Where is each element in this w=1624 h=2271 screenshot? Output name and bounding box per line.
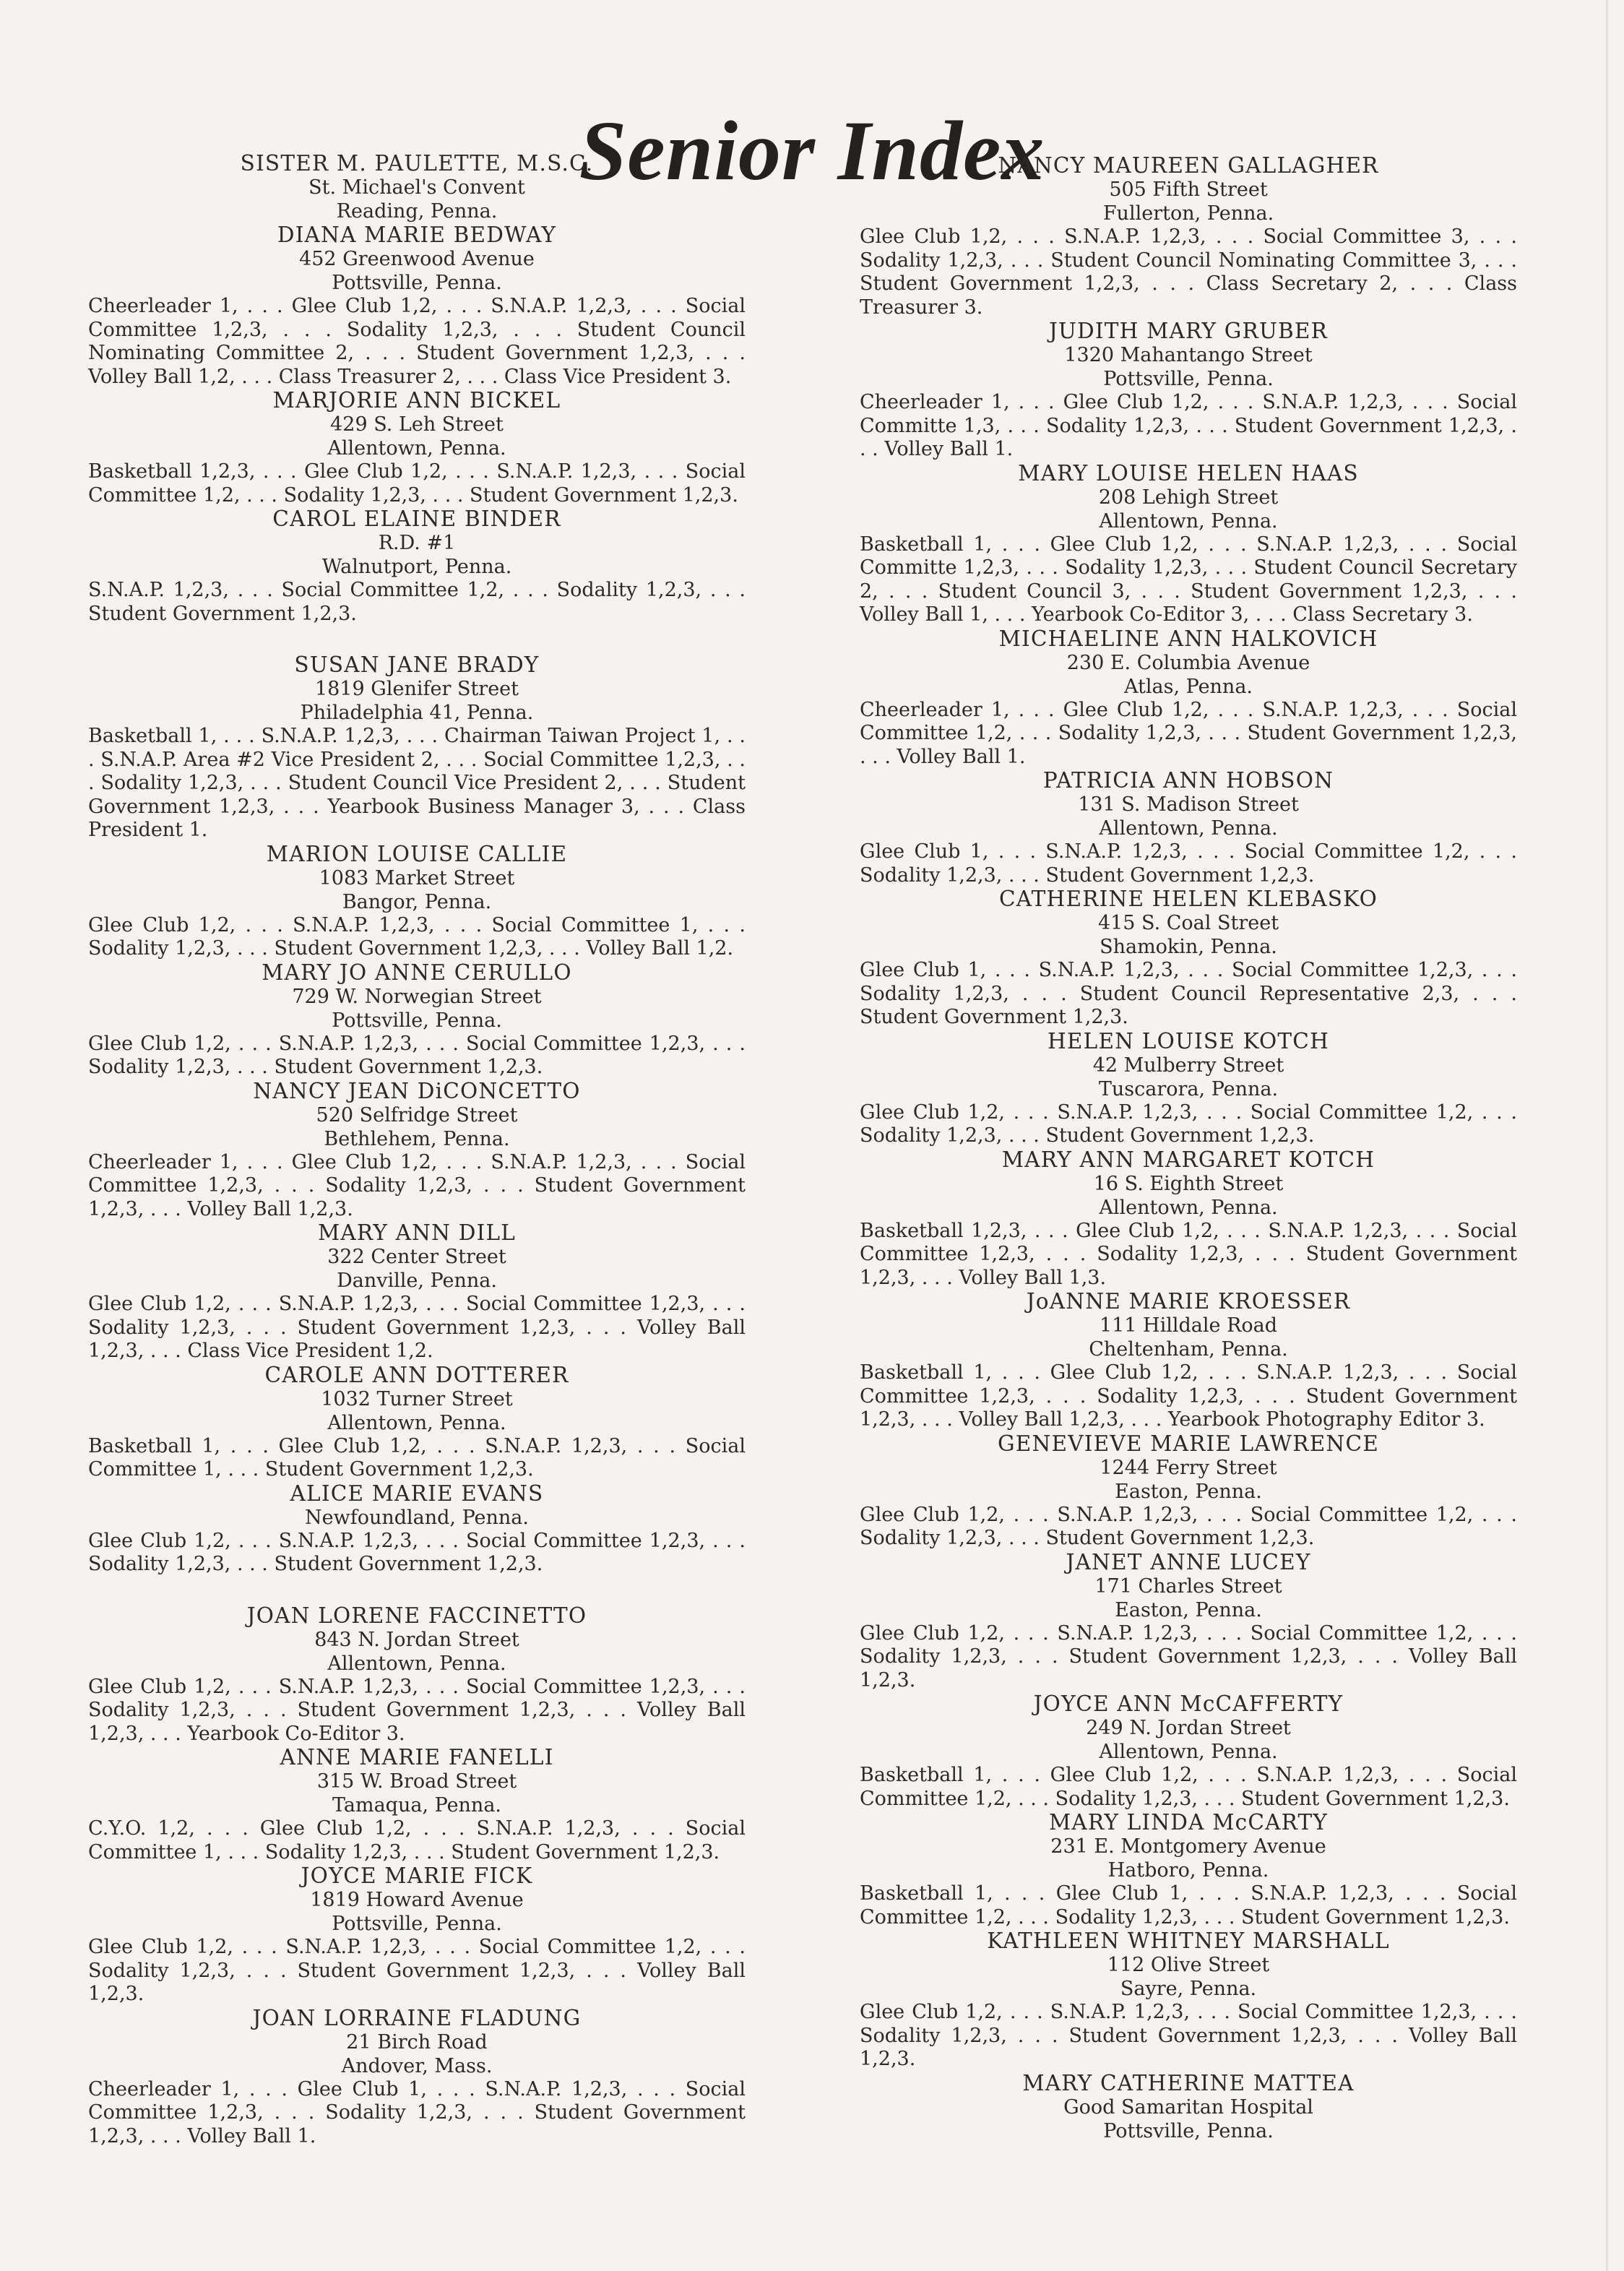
- senior-address-line: 249 N. Jordan Street: [1086, 1717, 1291, 1739]
- senior-address-line: 1819 Glenifer Street: [314, 678, 519, 700]
- senior-name: MARY CATHERINE MATTEA: [1022, 2070, 1355, 2095]
- senior-name: JOAN LORRAINE FLADUNG: [252, 2005, 582, 2030]
- senior-address-line: Allentown, Penna.: [1099, 1741, 1278, 1763]
- senior-activities: Glee Club 1,2, . . . S.N.A.P. 1,2,3, . . . Social Committee 1,2,3, . . . Sodality 1,2,3, . . . Student Government 1,2,3, . . . Volley Ball 1,2,3.: [860, 2001, 1517, 2070]
- senior-address-line: Tamaqua, Penna.: [332, 1794, 502, 1817]
- senior-entry: [860, 1692, 1517, 1811]
- senior-name: MARJORIE ANN BICKEL: [272, 388, 561, 413]
- senior-activities: Basketball 1, . . . Glee Club 1,2, . . . S.N.A.P. 1,2,3, . . . Social Committee 1, . . . Student Government 1,2,3.: [88, 1434, 746, 1481]
- senior-entry: [860, 1030, 1517, 1148]
- senior-address-line: Allentown, Penna.: [327, 1652, 506, 1675]
- senior-entry: [88, 1080, 746, 1222]
- senior-name: MICHAELINE ANN HALKOVICH: [998, 626, 1378, 651]
- senior-address-line: Allentown, Penna.: [327, 1411, 506, 1434]
- senior-activities: Basketball 1,2,3, . . . Glee Club 1,2, . . . S.N.A.P. 1,2,3, . . . Social Committee 1,2,3, . . . Sodality 1,2,3, . . . Student Government 1,2,3, . . . Volley Ball 1,3.: [860, 1219, 1517, 1289]
- senior-name: MARY JO ANNE CERULLO: [262, 960, 572, 985]
- page-edge: [1606, 0, 1608, 2271]
- senior-address-line: 1819 Howard Avenue: [310, 1889, 524, 1911]
- senior-entry: [88, 507, 746, 626]
- senior-address-line: Andover, Mass.: [341, 2054, 493, 2077]
- senior-entry: [88, 152, 746, 223]
- senior-address-line: Easton, Penna.: [1115, 1598, 1262, 1621]
- senior-name: JOAN LORENE FACCINETTO: [246, 1603, 587, 1628]
- senior-address-line: Allentown, Penna.: [1099, 509, 1278, 533]
- senior-activities: Glee Club 1,2, . . . S.N.A.P. 1,2,3, . . . Social Committee 1,2,3, . . . Sodality 1,2,3, . . . Student Government 1,2,3.: [88, 1529, 746, 1575]
- senior-activities: Glee Club 1,2, . . . S.N.A.P. 1,2,3, . . . Social Committee 1,2, . . . Sodality 1,2,3, . . . Student Government 1,2,3.: [860, 1100, 1517, 1147]
- senior-entry: [88, 1604, 746, 1746]
- senior-address-line: 208 Lehigh Street: [1098, 486, 1279, 509]
- senior-activities: Basketball 1, . . . Glee Club 1,2, . . . S.N.A.P. 1,2,3, . . . Social Committee 1,2, . . . Sodality 1,2,3, . . . Student Government 1,2,3.: [860, 1764, 1517, 1810]
- senior-name: JOYCE MARIE FICK: [301, 1863, 533, 1888]
- senior-entry: [88, 961, 746, 1080]
- senior-address-line: Cheltenham, Penna.: [1089, 1338, 1288, 1361]
- senior-entry: [88, 843, 746, 961]
- senior-entry: [88, 1746, 746, 1864]
- senior-address-line: 505 Fifth Street: [1109, 178, 1268, 201]
- senior-activities: Basketball 1, . . . Glee Club 1,2, . . . S.N.A.P. 1,2,3, . . . Social Committee 1,2,3, . . . Sodality 1,2,3, . . . Student Government 1,2,3, . . . Volley Ball 1,2,3, . . . Yearbook Photography Editor 3.: [860, 1361, 1517, 1431]
- senior-entry: [860, 1432, 1517, 1551]
- senior-name: DIANA MARIE BEDWAY: [277, 223, 557, 247]
- senior-address-line: 1032 Turner Street: [321, 1387, 513, 1410]
- senior-address-line: Fullerton, Penna.: [1102, 202, 1274, 225]
- senior-address-line: R.D. #1: [378, 532, 456, 554]
- senior-address-line: 729 W. Norwegian Street: [292, 985, 542, 1008]
- senior-address-line: 131 S. Madison Street: [1078, 793, 1299, 816]
- senior-address-line: 16 S. Eighth Street: [1093, 1172, 1284, 1195]
- senior-address-line: Pottsville, Penna.: [1103, 368, 1274, 390]
- senior-address-line: 843 N. Jordan Street: [314, 1628, 519, 1651]
- senior-address-line: 1244 Ferry Street: [1100, 1456, 1277, 1479]
- senior-entry: [860, 2072, 1517, 2143]
- senior-entry: [860, 1551, 1517, 1693]
- senior-name: MARY ANN DILL: [317, 1220, 517, 1245]
- senior-entry: [88, 1363, 746, 1482]
- senior-entry: [860, 769, 1517, 887]
- senior-activities: Cheerleader 1, . . . Glee Club 1,2, . . . S.N.A.P. 1,2,3, . . . Social Committee 1,2,3, . . . Sodality 1,2,3, . . . Student Government 1,2,3, . . . Volley Ball 1,2,3.: [88, 1150, 746, 1220]
- senior-address-line: Good Samaritan Hospital: [1063, 2095, 1313, 2119]
- senior-activities: Basketball 1, . . . Glee Club 1,2, . . . S.N.A.P. 1,2,3, . . . Social Committe 1,2,3, . . . Sodality 1,2,3, . . . Student Council Secretary 2, . . . Student Council 3, . . . Student Government 1,2,3, . . . Volley Ball 1, . . . Yearbook Co-Editor 3, . . . Class Secretary 3.: [860, 533, 1517, 626]
- senior-entry: [860, 319, 1517, 462]
- senior-address-line: 230 E. Columbia Avenue: [1066, 651, 1310, 674]
- senior-address-line: 112 Olive Street: [1107, 1954, 1270, 1976]
- senior-activities: Glee Club 1,2, . . . S.N.A.P. 1,2,3, . . . Social Committee 1,2, . . . Sodality 1,2,3, . . . Student Government 1,2,3, . . . Volley Ball 1,2,3.: [860, 1621, 1517, 1692]
- senior-address-line: Pottsville, Penna.: [332, 1009, 502, 1032]
- senior-activities: Glee Club 1,2, . . . S.N.A.P. 1,2,3, . . . Social Committee 1,2,3, . . . Sodality 1,2,3, . . . Student Government 1,2,3.: [88, 1032, 746, 1078]
- senior-entry: [88, 1864, 746, 2007]
- senior-address-line: Bethlehem, Penna.: [324, 1127, 510, 1150]
- senior-name: MARY LINDA McCARTY: [1048, 1810, 1329, 1835]
- senior-address-line: Danville, Penna.: [337, 1270, 497, 1292]
- senior-address-line: 1083 Market Street: [319, 866, 515, 889]
- senior-address-line: Philadelphia 41, Penna.: [300, 702, 534, 724]
- senior-address-line: 322 Center Street: [327, 1246, 506, 1268]
- senior-address-line: Pottsville, Penna.: [332, 1913, 502, 1935]
- senior-address-line: Sayre, Penna.: [1120, 1978, 1257, 2000]
- senior-activities: Cheerleader 1, . . . Glee Club 1,2, . . . S.N.A.P. 1,2,3, . . . Social Committee 1,2,3, . . . Sodality 1,2,3, . . . Student Council Nominating Committee 2, . . . Student Government 1,2,3, . . . Volley Ball 1,2, . . . Class Treasurer 2, . . . Class Vice President 3.: [88, 295, 746, 388]
- senior-entry: [88, 653, 746, 843]
- senior-name: GENEVIEVE MARIE LAWRENCE: [998, 1431, 1379, 1456]
- senior-name: NANCY JEAN DiCONCETTO: [253, 1078, 581, 1103]
- senior-address-line: 429 S. Leh Street: [330, 413, 504, 436]
- senior-entry: [860, 1811, 1517, 1929]
- senior-activities: C.Y.O. 1,2, . . . Glee Club 1,2, . . . S.N.A.P. 1,2,3, . . . Social Committee 1, . . . Sodality 1,2,3, . . . Student Government 1,2,3.: [88, 1817, 746, 1863]
- senior-activities: Glee Club 1, . . . S.N.A.P. 1,2,3, . . . Social Committee 1,2, . . . Sodality 1,2,3, . . . Student Government 1,2,3.: [860, 840, 1517, 887]
- senior-address-line: 415 S. Coal Street: [1097, 912, 1279, 934]
- senior-name: CAROL ELAINE BINDER: [272, 507, 561, 531]
- senior-activities: Glee Club 1,2, . . . S.N.A.P. 1,2,3, . . . Social Committee 1,2,3, . . . Sodality 1,2,3, . . . Student Government 1,2,3, . . . Volley Ball 1,2,3, . . . Yearbook Co-Editor 3.: [88, 1675, 746, 1745]
- senior-name: ALICE MARIE EVANS: [290, 1481, 544, 1506]
- senior-activities: Cheerleader 1, . . . Glee Club 1,2, . . . S.N.A.P. 1,2,3, . . . Social Committee 1,2, . . . Sodality 1,2,3, . . . Student Government 1,2,3, . . . Volley Ball 1.: [860, 698, 1517, 768]
- senior-activities: Glee Club 1, . . . S.N.A.P. 1,2,3, . . . Social Committee 1,2,3, . . . Sodality 1,2,3, . . . Student Council Representative 2,3, . . . Student Government 1,2,3.: [860, 959, 1517, 1028]
- senior-address-line: 1320 Mahantango Street: [1064, 344, 1313, 366]
- senior-entry: [860, 462, 1517, 627]
- senior-activities: Glee Club 1,2, . . . S.N.A.P. 1,2,3, . . . Social Committee 3, . . . Sodality 1,2,3, . . . Student Council Nominating Committee 3, . . . Student Government 1,2,3, . . . Class Secretary 2, . . . Class Treasurer 3.: [860, 225, 1517, 319]
- senior-name: JoANNE MARIE KROESSER: [1026, 1289, 1351, 1314]
- senior-address-line: Newfoundland, Penna.: [305, 1506, 529, 1529]
- senior-address-line: 520 Selfridge Street: [316, 1103, 518, 1126]
- senior-address-line: 111 Hilldale Road: [1099, 1314, 1278, 1337]
- senior-activities: Glee Club 1,2, . . . S.N.A.P. 1,2,3, . . . Social Committee 1,2, . . . Sodality 1,2,3, . . . Student Government 1,2,3.: [860, 1503, 1517, 1549]
- senior-name: MARY LOUISE HELEN HAAS: [1018, 460, 1359, 486]
- senior-address-line: Pottsville, Penna.: [332, 272, 502, 294]
- senior-name: PATRICIA ANN HOBSON: [1042, 768, 1334, 793]
- senior-entry: [88, 389, 746, 507]
- senior-address-line: Easton, Penna.: [1115, 1480, 1262, 1503]
- senior-name: MARION LOUISE CALLIE: [266, 841, 568, 866]
- senior-activities: Glee Club 1,2, . . . S.N.A.P. 1,2,3, . . . Social Committee 1,2, . . . Sodality 1,2,3, . . . Student Government 1,2,3, . . . Volley Ball 1,2,3.: [88, 1936, 746, 2005]
- senior-name: NANCY MAUREEN GALLAGHER: [998, 153, 1379, 178]
- senior-entry: [860, 627, 1517, 770]
- senior-entry: [860, 1148, 1517, 1290]
- senior-name: JUDITH MARY GRUBER: [1048, 319, 1329, 343]
- senior-address-line: Atlas, Penna.: [1123, 675, 1253, 698]
- senior-activities: Basketball 1, . . . Glee Club 1, . . . S.N.A.P. 1,2,3, . . . Social Committee 1,2, . . . Sodality 1,2,3, . . . Student Government 1,2,3.: [860, 1882, 1517, 1929]
- senior-entry: [860, 154, 1517, 319]
- senior-address-line: 171 Charles Street: [1094, 1574, 1282, 1598]
- senior-entry: [88, 1482, 746, 1577]
- senior-activities: Cheerleader 1, . . . Glee Club 1, . . . S.N.A.P. 1,2,3, . . . Social Committee 1,2,3, . . . Sodality 1,2,3, . . . Student Government 1,2,3, . . . Volley Ball 1.: [88, 2077, 746, 2147]
- senior-activities: Basketball 1, . . . S.N.A.P. 1,2,3, . . . Chairman Taiwan Project 1, . . . S.N.A.P. Area #2 Vice President 2, . . . Social Committee 1,2,3, . . . Sodality 1,2,3, . . . Student Council Vice President 2, . . . Student Government 1,2,3, . . . Yearbook Business Manager 3, . . . Class President 1.: [88, 725, 746, 841]
- senior-entry: [88, 1221, 746, 1363]
- senior-name: JOYCE ANN McCAFFERTY: [1033, 1692, 1344, 1716]
- senior-address-line: Allentown, Penna.: [1099, 1196, 1278, 1219]
- senior-activities: S.N.A.P. 1,2,3, . . . Social Committee 1,2, . . . Sodality 1,2,3, . . . Student Government 1,2,3.: [88, 579, 746, 625]
- senior-address-line: 315 W. Broad Street: [316, 1770, 517, 1793]
- senior-name: ANNE MARIE FANELLI: [280, 1745, 554, 1770]
- senior-entry: [860, 887, 1517, 1030]
- senior-address-line: Hatboro, Penna.: [1107, 1859, 1269, 1882]
- senior-name: JANET ANNE LUCEY: [1066, 1549, 1311, 1574]
- senior-activities: Cheerleader 1, . . . Glee Club 1,2, . . . S.N.A.P. 1,2,3, . . . Social Committe 1,3, . . . Sodality 1,2,3, . . . Student Government 1,2,3, . . . Volley Ball 1.: [860, 391, 1517, 460]
- senior-activities: Basketball 1,2,3, . . . Glee Club 1,2, . . . S.N.A.P. 1,2,3, . . . Social Committee 1,2, . . . Sodality 1,2,3, . . . Student Government 1,2,3.: [88, 460, 746, 507]
- senior-address-line: St. Michael's Convent: [308, 176, 525, 199]
- senior-address-line: Pottsville, Penna.: [1103, 2119, 1274, 2142]
- right-column: [860, 154, 1517, 2143]
- senior-address-line: Allentown, Penna.: [1099, 817, 1278, 840]
- senior-name: SUSAN JANE BRADY: [294, 652, 540, 677]
- senior-name: SISTER M. PAULETTE, M.S.C.: [240, 151, 594, 176]
- senior-activities: Glee Club 1,2, . . . S.N.A.P. 1,2,3, . . . Social Committee 1, . . . Sodality 1,2,3, . . . Student Government 1,2,3, . . . Volley Ball 1,2.: [88, 913, 746, 960]
- senior-address-line: 452 Greenwood Avenue: [299, 248, 535, 270]
- senior-name: HELEN LOUISE KOTCH: [1048, 1028, 1329, 1053]
- senior-name: CATHERINE HELEN KLEBASKO: [999, 887, 1378, 911]
- senior-entry: [88, 2007, 746, 2149]
- senior-address-line: Reading, Penna.: [336, 200, 498, 223]
- senior-entry: [88, 223, 746, 389]
- page-title: Senior Index: [579, 103, 1045, 199]
- senior-name: KATHLEEN WHITNEY MARSHALL: [987, 1929, 1390, 1953]
- senior-address-line: Walnutport, Penna.: [321, 556, 512, 578]
- senior-name: CAROLE ANN DOTTERER: [264, 1362, 569, 1387]
- senior-address-line: Tuscarora, Penna.: [1098, 1077, 1279, 1100]
- senior-entry: [860, 1290, 1517, 1432]
- senior-address-line: 42 Mulberry Street: [1092, 1053, 1284, 1077]
- senior-address-line: 21 Birch Road: [346, 2030, 488, 2054]
- senior-address-line: Allentown, Penna.: [327, 437, 506, 460]
- left-column: [88, 152, 746, 2148]
- senior-address-line: 231 E. Montgomery Avenue: [1050, 1835, 1326, 1858]
- senior-address-line: Bangor, Penna.: [342, 890, 492, 913]
- senior-name: MARY ANN MARGARET KOTCH: [1001, 1147, 1375, 1172]
- senior-activities: Glee Club 1,2, . . . S.N.A.P. 1,2,3, . . . Social Committee 1,2,3, . . . Sodality 1,2,3, . . . Student Government 1,2,3, . . . Volley Ball 1,2,3, . . . Class Vice President 1,2.: [88, 1293, 746, 1362]
- senior-entry: [860, 1929, 1517, 2072]
- senior-address-line: Shamokin, Penna.: [1100, 936, 1277, 958]
